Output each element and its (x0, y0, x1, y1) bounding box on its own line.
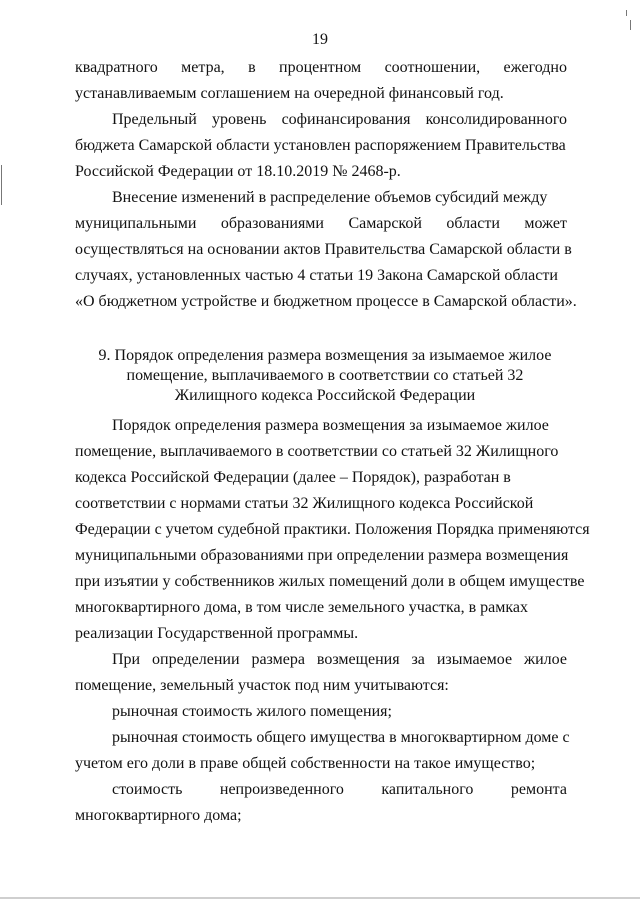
word: уровень (212, 111, 267, 128)
word: консолидированного (425, 111, 567, 128)
paragraph-line (112, 650, 567, 670)
section-heading (60, 346, 590, 406)
scan-bottom-edge (0, 897, 640, 899)
paragraph-line: Внесение изменений в распределение объемов субсидий между (112, 189, 548, 206)
paragraph-line (112, 780, 567, 800)
paragraph-line: Федерации с учетом судебной практики. Положения Порядка применяются (75, 521, 590, 538)
page-number: 19 (312, 31, 328, 48)
word: капитального (381, 781, 474, 798)
paragraph-line: рыночная стоимость жилого помещения; (112, 703, 392, 720)
paragraph-line: Порядок определения размера возмещения за изымаемое жилое (112, 417, 549, 434)
word: размера (251, 651, 305, 668)
section-heading-line: 9. Порядок определения размера возмещения за изымаемое жилое (98, 347, 552, 364)
paragraph-line: муниципальными образованиями при определении размера возмещения (75, 547, 569, 564)
word: Самарской (348, 215, 422, 232)
paragraph-line (75, 214, 567, 234)
word: изымаемое (436, 651, 513, 668)
word: муниципальными (75, 215, 197, 232)
word: стоимость (112, 781, 183, 798)
paragraph-line: многоквартирного дома; (75, 807, 242, 824)
word: определении (152, 651, 240, 668)
paragraph-line: многоквартирного дома, в том числе земельного участка, в рамках (75, 599, 528, 616)
paragraph-line: устанавливаемым соглашением на очередной финансовый год. (75, 85, 504, 102)
paragraph-line (75, 58, 567, 78)
paragraph-line (112, 110, 567, 130)
paragraph-line: кодекса Российской Федерации (далее – Порядок), разработан в (75, 469, 511, 486)
word: непроизведенного (219, 781, 344, 798)
paragraph-line: случаях, установленных частью 4 статьи 19 Закона Самарской области (75, 267, 558, 284)
paragraph-line: помещение, земельный участок под ним учитываются: (75, 677, 449, 694)
paragraph-line: «О бюджетном устройстве и бюджетном процессе в Самарской области». (75, 293, 577, 310)
paragraph-line: реализации Государственной программы. (75, 625, 359, 642)
word: образованиями (220, 215, 324, 232)
paragraph-line: учетом его доли в праве общей собственности на такое имущество; (75, 755, 536, 772)
scan-edge-mark (626, 10, 627, 16)
section-heading-line: помещение, выплачиваемого в соответствии со статьей 32 (126, 367, 524, 384)
word: в (248, 59, 256, 76)
paragraph-line: осуществляться на основании актов Правительства Самарской области в (75, 241, 572, 258)
word: ежегодно (503, 59, 567, 76)
paragraph-line: соответствии с нормами статьи 32 Жилищного кодекса Российской (75, 495, 534, 512)
paragraph-line: помещение, выплачиваемого в соответствии со статьей 32 Жилищного (75, 443, 559, 460)
word: При (112, 651, 141, 668)
word: за (411, 651, 425, 668)
word: жилое (524, 651, 567, 668)
paragraph-line: при изъятии у собственников жилых помещений доли в общем имуществе (75, 573, 585, 590)
word: соотношении, (384, 59, 481, 76)
word: ремонта (510, 781, 567, 798)
paragraph-line: рыночная стоимость общего имущества в многоквартирном доме с (112, 729, 570, 746)
paragraph-line: бюджета Самарской области установлен распоряжением Правительства (75, 137, 566, 154)
section-heading-line: Жилищного кодекса Российской Федерации (174, 387, 476, 404)
word: области (446, 215, 500, 232)
word: Предельный (112, 111, 197, 128)
word: софинансирования (281, 111, 411, 128)
scan-edge-mark (1, 165, 2, 205)
word: метра, (181, 59, 225, 76)
word: возмещения (316, 651, 400, 668)
paragraph-line: Российской Федерации от 18.10.2019 № 2468-р. (75, 163, 401, 180)
word: квадратного (75, 59, 158, 76)
word: может (524, 215, 567, 232)
scan-edge-mark (630, 20, 631, 30)
word: процентном (279, 59, 362, 76)
